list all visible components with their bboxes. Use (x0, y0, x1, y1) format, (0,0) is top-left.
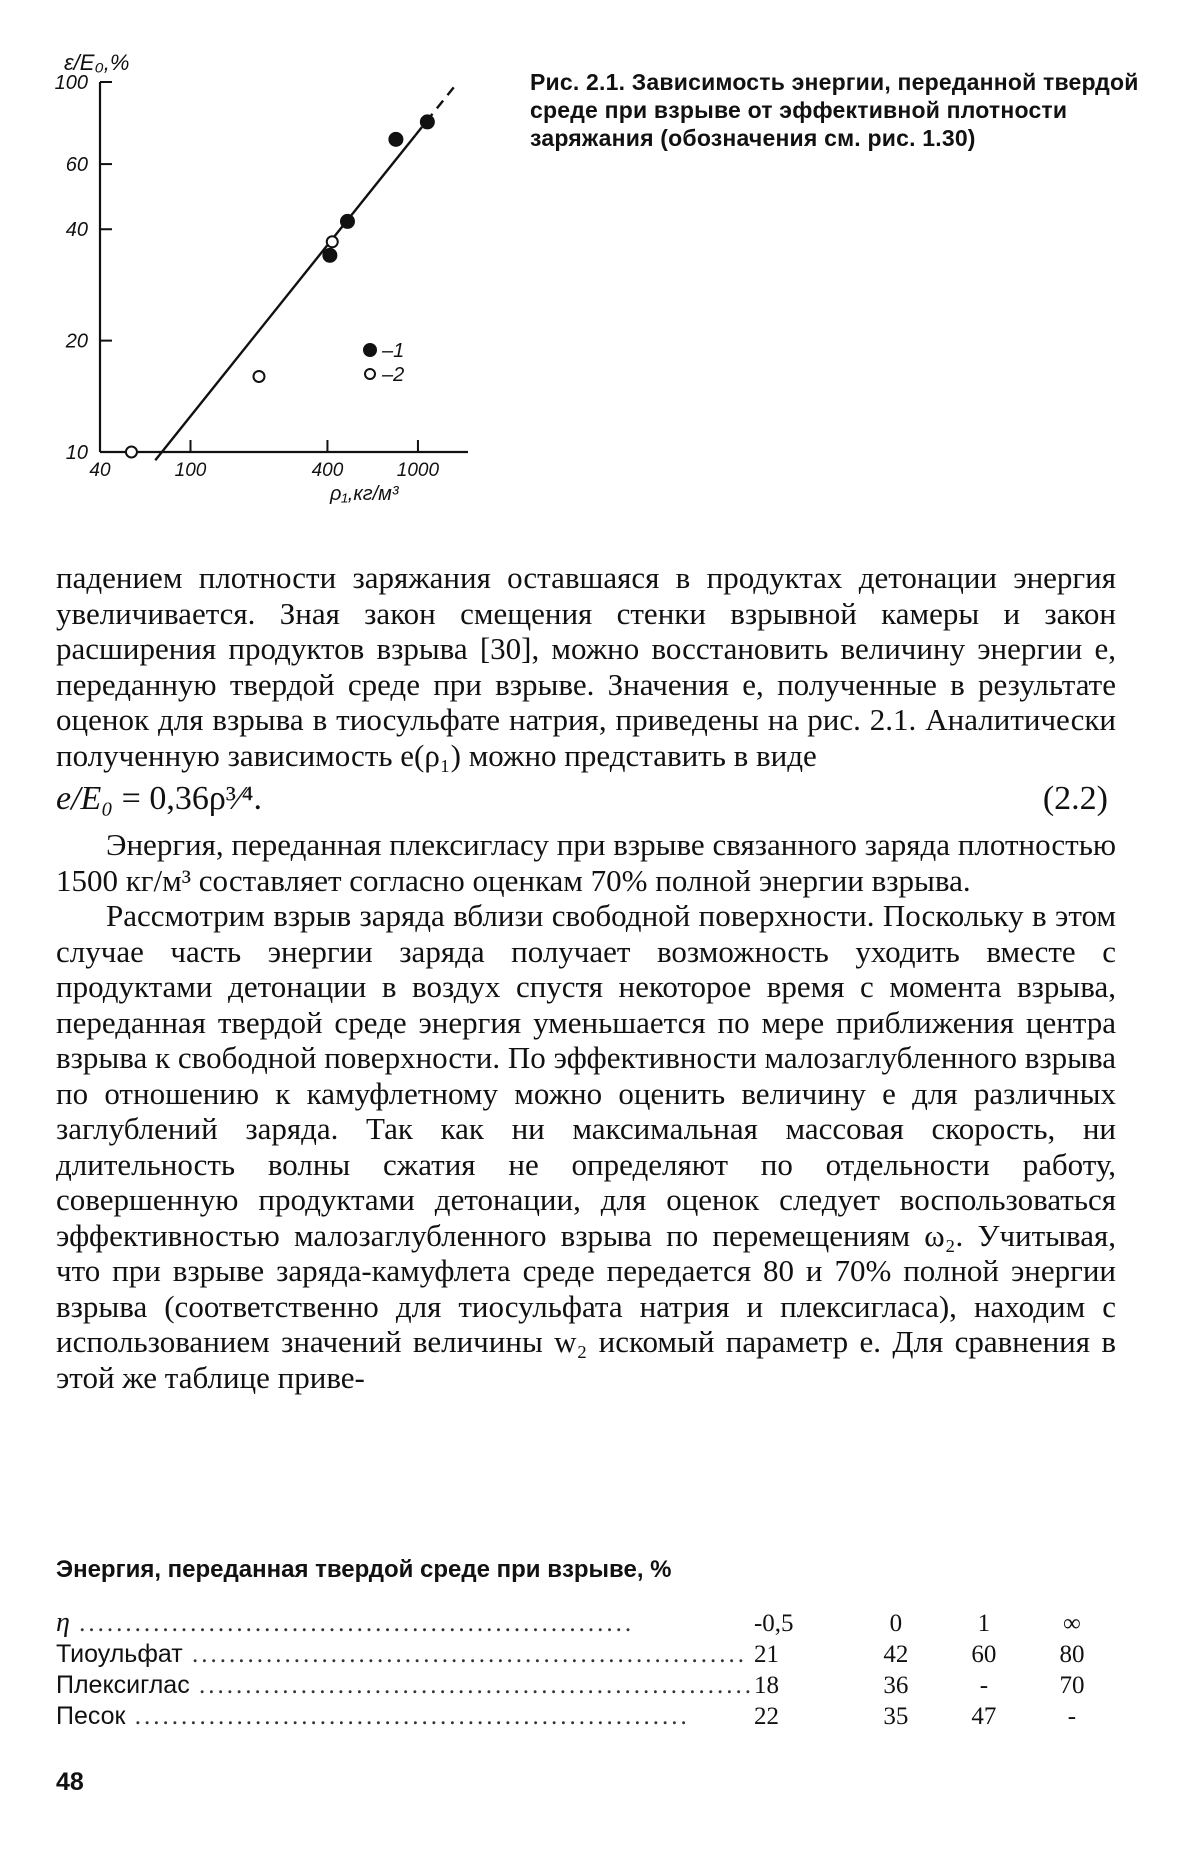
data-point-open (126, 447, 137, 458)
y-tick-label: 100 (54, 72, 88, 94)
leader-dots: ............................................................ (69, 1610, 635, 1637)
energy-table-body (56, 1606, 1116, 1730)
table-cell: - (979, 1672, 989, 1699)
table-row (56, 1699, 1116, 1730)
equation-number: (2.2) (1042, 780, 1108, 817)
legend-label: –1 (382, 340, 405, 362)
table-row (56, 1637, 1116, 1668)
table-title: Энергия, переданная твердой среде при взрыве, % (56, 1556, 672, 1583)
table-row-label-cell (56, 1699, 754, 1730)
paragraph-2: Энергия, переданная плексигласу при взрыве связанного заряда плотностью 1500 кг/м³ составляет согласно оценкам 70% полной энергии взрыва. (56, 827, 1116, 898)
plot-ticks (55, 72, 440, 481)
equation-rhs: 0,36ρ³⁄⁴. (149, 780, 263, 817)
leader-dots: ............................................................ (182, 1641, 747, 1668)
table-cell: 36 (883, 1672, 909, 1699)
table-cell: 80 (1059, 1641, 1085, 1668)
data-point-filled (323, 249, 336, 262)
data-point-filled (341, 215, 354, 228)
data-point-open (253, 371, 264, 382)
table-cell: - (1067, 1703, 1077, 1730)
table-row-label-cell (56, 1637, 754, 1668)
data-point-filled (421, 115, 434, 128)
y-tick-label: 60 (65, 154, 88, 177)
paragraph-3: Рассмотрим взрыв заряда вблизи свободной поверхности. Поскольку в этом случае часть энергии заряда получает возможность уходить вместе с продуктами детонации в воздух спустя некоторое время с момента взрыва, переданная твердой среде энергия уменьшается по мере приближения центра взрыва к свободной поверхности. По эффективности малозаглубленного взрыва по отношению к камуфлетному можно оценить величину е для различных заглублений заряда. Так как ни максимальная массовая скорость, ни длительность волны сжатия не определяют по отдельности работу, совершенную продуктами детонации, для оценок следует воспользоваться эффективностью малозаглубленного взрыва по перемещениям ω₂. Учитывая, что при взрыве заряда-камуфлета среде передается 80 и 70% полной энергии взрыва (соответственно для тиосульфата натрия и плексигласа), находим с использованием значений величины w₂ искомый параметр е. Для сравнения в этой же таблице приве- (56, 898, 1116, 1395)
figure-2-1 (40, 40, 1170, 510)
y-tick-label: 40 (65, 219, 88, 242)
table-cell: 22 (753, 1703, 779, 1730)
figure-caption: Рис. 2.1. Зависимость энергии, переданной твердой среде при взрыве от эффективной плотности заряжания (обозначения см. рис. 1.30) (530, 69, 1139, 151)
table-row-label-cell (56, 1668, 754, 1699)
table-cell: 42 (883, 1641, 909, 1668)
leader-dots: ............................................................ (189, 1672, 754, 1699)
data-point-open (327, 236, 338, 247)
table-cell: 35 (883, 1703, 909, 1730)
table-row-label: Песок (56, 1702, 126, 1730)
table-cell: 18 (753, 1672, 779, 1699)
x-tick-label: 1000 (396, 460, 440, 481)
body-text (56, 560, 1116, 1395)
table-row-label: η (56, 1607, 70, 1637)
page-number: 48 (56, 1768, 84, 1796)
y-tick-label: 20 (65, 330, 88, 353)
legend-marker-filled (364, 344, 376, 356)
y-axis-label: ε/E₀,% (64, 50, 130, 75)
paragraph-1: падением плотности заряжания оставшаяся в продуктах детонации энергия увеличивается. Зная закон смещения стенки взрывной камеры и закон расширения продуктов взрыва [30], можно восстановить величину энергии е, переданную твердой среде при взрыве. Значения е, полученные в результате оценок для взрыва в тиосульфате натрия, приведены на рис. 2.1. Аналитически полученную зависимость е(ρ₁) можно представить в виде (56, 560, 1116, 773)
table-cell: ∞ (1063, 1610, 1081, 1637)
table-cell: -0,5 (753, 1610, 794, 1637)
legend-label: –2 (382, 364, 405, 386)
energy-table (56, 1606, 1116, 1730)
x-tick-label: 100 (174, 460, 207, 481)
energy-density-plot (40, 40, 520, 510)
leader-dots: ............................................................ (125, 1703, 690, 1730)
data-point-filled (389, 133, 402, 146)
y-tick-label: 10 (65, 442, 88, 464)
table-row-label: Плексиглас (56, 1671, 190, 1699)
equation-lhs: e/E₀ (56, 780, 114, 817)
table-cell: 1 (977, 1610, 991, 1637)
equation-formula (56, 777, 262, 821)
table-row (56, 1668, 1116, 1699)
plot-fit-line (155, 82, 458, 460)
table-cell: 47 (971, 1703, 997, 1730)
table-row-label-cell (56, 1606, 754, 1637)
table-row-label: Тиоульфат (56, 1640, 183, 1668)
legend-marker-open (365, 369, 375, 379)
table-cell: 21 (753, 1641, 779, 1668)
x-axis-label: ρ₁,кг/м³ (330, 483, 399, 505)
fit-line-solid (155, 135, 415, 460)
plot-legend (364, 340, 404, 386)
plot-points (126, 115, 434, 457)
x-tick-label: 40 (89, 460, 111, 481)
equation-eq-sign: = (121, 780, 141, 817)
x-tick-label: 400 (311, 460, 344, 481)
table-row (56, 1606, 1116, 1637)
table-cell: 60 (971, 1641, 997, 1668)
table-cell: 0 (889, 1610, 903, 1637)
table-cell: 70 (1059, 1672, 1085, 1699)
equation-2-2 (56, 777, 1116, 821)
